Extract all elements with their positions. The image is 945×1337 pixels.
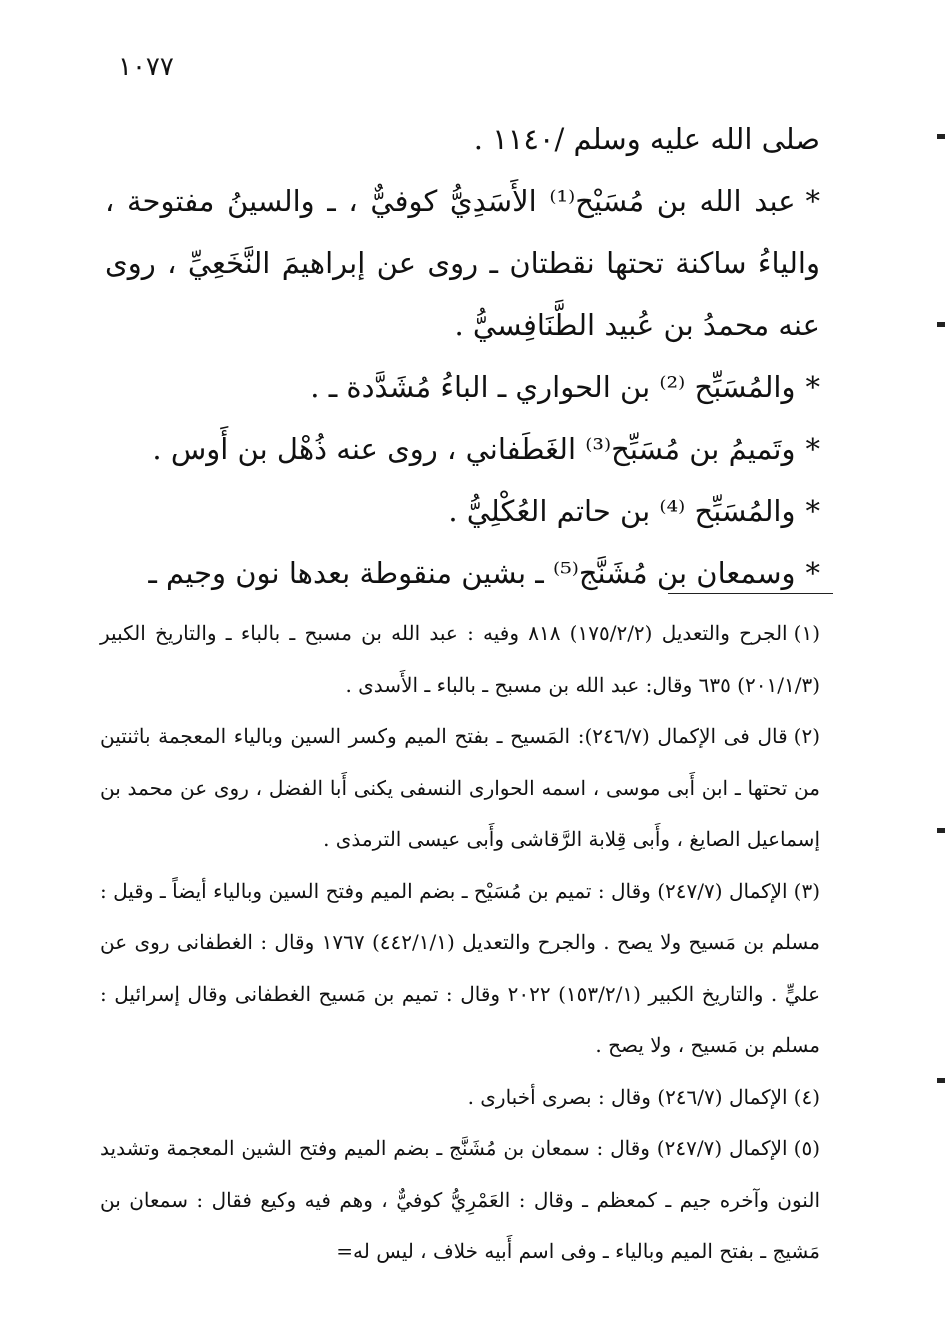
footnote-text: الإكمال (٢٤٦/٧) وقال : بصرى أخبارى . [467,1084,788,1109]
scan-edge-mark [937,828,945,833]
entry-bullet: * [805,184,820,218]
footnotes [100,608,820,1278]
footnote-number: (٢) [793,724,820,748]
footnote-number: (٤) [793,1084,820,1109]
footnote-number: (٣) [793,878,820,903]
page-number: ١٠٧٧ [118,52,174,82]
footnote-text: الإكمال (٢٤٧/٧) وقال : تميم بن مُسَيْح ـ بضم الميم وفتح السين وبالياء أيضاً ـ وقيل : مسلم بن مَسيح ولا يصح . والجرح والتعديل (٤٤٢/١/١) ١٧٦٧ وقال : الغطفانى روى عن عليٍّ . والتاريخ الكبير (١٥٣/٢/١) ٢٠٢٢ وقال : تميم بن مَسيح الغطفانى وقال إسرائيل : مسلم بن مَسيح ، ولا يصح . [100,878,821,1057]
footnote [100,711,820,866]
footnote-number: (١) [793,621,820,645]
footnote [100,608,820,711]
footnote-number: (٥) [793,1136,820,1160]
main-entry: *والمُسَبِّح ⁽⁴⁾ بن حاتم العُكْلِيُّ . [448,494,820,528]
entry-bullet: * [805,432,820,466]
footnote-text: الجرح والتعديل (١٧٥/٢/٢) ٨١٨ وفيه : عبد الله بن مسبح ـ بالباء ـ والتاريخ الكبير (٢٠١/١/٣) ٦٣٥ وقال: عبد الله بن مسبح ـ بالباء ـ الأَسدى . [100,621,820,697]
main-entry: *وتَميمُ بن مُسَبِّح⁽³⁾ الغَطَفاني ، روى عنه ذُهْل بن أَوس . [152,432,820,466]
main-text [105,108,820,604]
scan-edge-mark [937,1078,945,1083]
footnote [100,1123,820,1278]
footnote-text: الإكمال (٢٤٧/٧) وقال : سمعان بن مُشَنَّج ـ بضم الميم وفتح الشين المعجمة وتشديد النون وآخره جيم ـ كمعظم ـ وقال : العَمْرِيُّ كوفيٌّ ، وهم فيه وكيع فقال : سمعان بن مَشيج ـ بفتح الميم وبالياء ـ وفى اسم أَبيه خلاف ، ليس له= [100,1136,820,1263]
entry-bullet: * [805,556,820,590]
footnote-divider [668,593,833,594]
footnote-text: قال فى الإكمال (٢٤٦/٧): المَسيح ـ بفتح الميم وكسر السين وبالياء المعجمة باثنتين من تحتها ـ ابن أَبى موسى ، اسمه الحوارى النسفى يكنى أَبا الفضل ، روى عن محمد بن إسماعيل الصايغ ، وأَبى قِلابة الرَّقاشى وأَبى عيسى الترمذى . [100,724,820,851]
entry-bullet: * [805,370,820,404]
entry-bullet: * [805,494,820,528]
main-entry: *وسمعان بن مُشَنَّج⁽⁵⁾ ـ بشين منقوطة بعدها نون وجيم ـ [148,556,820,590]
scan-edge-mark [937,134,945,139]
scan-edge-mark [937,322,945,327]
main-entry: *والمُسَبِّح ⁽²⁾ بن الحواري ـ الباءُ مُشَدَّدة ـ . [310,370,820,404]
footnote [100,1072,820,1124]
main-entry: *عبد الله بن مُسَيْح⁽¹⁾ الأَسَدِيُّ كوفيٌّ ، ـ والسينُ مفتوحة ، والياءُ ساكنة تحتها نقطتان ـ روى عن إبراهيمَ النَّخَعِيِّ ، روى عنه محمدُ بن عُبيد الطَّنَافِسيُّ . [105,184,820,342]
footnote [100,866,820,1072]
main-paragraph: صلى الله عليه وسلم /١١٤٠ . [473,122,820,156]
